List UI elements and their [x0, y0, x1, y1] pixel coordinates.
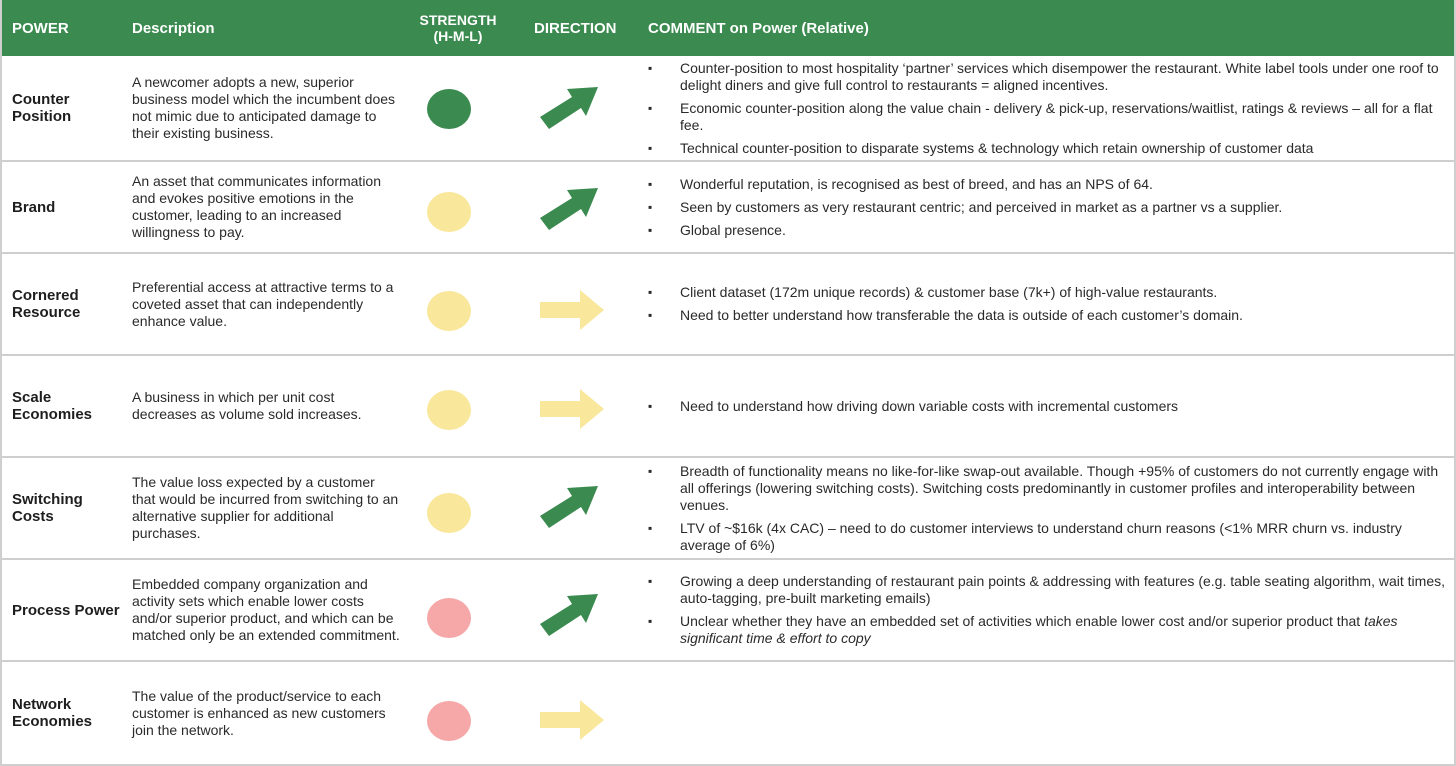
arrow-shape	[540, 87, 598, 129]
comment-item: ▪ LTV of ~$16k (4x CAC) – need to do customer interviews to understand churn reasons (<1% MRR churn vs. industry average of 6%)	[648, 520, 1448, 554]
power-description: An asset that communicates information and evokes positive emotions in the customer, leading to an increased willingness to pay.	[132, 173, 382, 240]
table-row	[0, 458, 1456, 560]
header-strength-scale: (H-M-L)	[433, 28, 483, 44]
arrow-shape	[540, 389, 604, 429]
comment-item: ▪ Breadth of functionality means no like-for-like swap-out available. Though +95% of customers do not currently engage with all offerings (lowering switching costs). Switching costs predominantly in customer profiles and interoperability between venues.	[648, 463, 1448, 514]
header-direction: DIRECTION	[534, 19, 617, 37]
power-description: Embedded company organization and activity sets which enable lower costs and/or superior product, and which can be matched only be an extended commitment.	[132, 576, 400, 643]
direction-arrow-icon	[536, 83, 608, 135]
table-row	[0, 356, 1456, 458]
comment-item: ▪ Need to understand how driving down variable costs with incremental customers	[648, 398, 1448, 415]
header-strength-title: STRENGTH	[419, 12, 497, 28]
strength-indicator	[427, 192, 471, 232]
power-name: Process Power	[12, 601, 120, 619]
comment-item: ▪ Need to better understand how transferable the data is outside of each customer’s domain.	[648, 307, 1448, 324]
comment-list	[648, 162, 1448, 252]
comment-item: ▪ Wonderful reputation, is recognised as best of breed, and has an NPS of 64.	[648, 176, 1448, 193]
power-name: Network Economies	[12, 696, 93, 730]
power-description: The value of the product/service to each customer is enhanced as new customers join the network.	[132, 687, 386, 738]
power-name: Counter Position	[12, 91, 72, 125]
comment-item: ▪ Client dataset (172m unique records) & customer base (7k+) of high-value restaurants.	[648, 284, 1448, 301]
comment-item: ▪ Growing a deep understanding of restaurant pain points & addressing with features (e.g. table seating algorithm, wait times, auto-tagging, pre-built marketing emails)	[648, 573, 1448, 607]
power-description: A business in which per unit cost decreases as volume sold increases.	[132, 389, 362, 422]
arrow-shape	[540, 486, 598, 528]
strength-indicator	[427, 89, 471, 129]
comment-list	[648, 56, 1448, 160]
comment-emphasis: takes significant time & effort to copy	[680, 613, 1398, 646]
direction-arrow-icon	[536, 694, 608, 746]
table-header	[0, 0, 1456, 56]
power-name: Cornered Resource	[12, 287, 81, 321]
comment-text: Unclear whether they have an embedded set of activities which enable lower cost and/or superior product that	[680, 613, 1361, 629]
comment-list	[648, 458, 1448, 558]
comment-item: ▪ Global presence.	[648, 222, 1448, 239]
header-description: Description	[132, 19, 215, 37]
table-row	[0, 662, 1456, 766]
header-comment: COMMENT on Power (Relative)	[648, 19, 869, 37]
comment-list	[648, 356, 1448, 456]
direction-arrow-icon	[536, 482, 608, 534]
power-name: Switching Costs	[12, 491, 83, 525]
direction-arrow-icon	[536, 590, 608, 642]
comment-list	[648, 560, 1448, 660]
power-description: A newcomer adopts a new, superior business model which the incumbent does not mimic due to anticipated damage to their existing business.	[132, 74, 396, 141]
arrow-shape	[540, 188, 598, 230]
comment-list	[648, 662, 1448, 764]
strength-indicator	[427, 598, 471, 638]
arrow-shape	[540, 290, 604, 330]
table-row	[0, 560, 1456, 662]
arrow-shape	[540, 700, 604, 740]
comment-list	[648, 254, 1448, 354]
direction-arrow-icon	[536, 184, 608, 236]
comment-item	[648, 613, 1448, 647]
power-description: Preferential access at attractive terms to a coveted asset that can independently enhance value.	[132, 278, 394, 329]
comment-item: ▪ Seen by customers as very restaurant centric; and perceived in market as a partner vs a supplier.	[648, 199, 1448, 216]
strength-indicator	[427, 701, 471, 741]
comment-item: ▪ Economic counter-position along the value chain - delivery & pick-up, reservations/waitlist, ratings & reviews – all for a flat fee.	[648, 100, 1448, 134]
strength-indicator	[427, 291, 471, 331]
comment-item: ▪ Technical counter-position to disparate systems & technology which retain ownership of customer data	[648, 140, 1448, 157]
comment-item: ▪ Counter-position to most hospitality ‘partner’ services which disempower the restaurant. White label tools under one roof to delight diners and give full control to restaurants = aligned incentives.	[648, 60, 1448, 94]
table-row	[0, 162, 1456, 254]
table-row	[0, 254, 1456, 356]
arrow-shape	[540, 594, 598, 636]
table-row	[0, 56, 1456, 162]
strength-indicator	[427, 390, 471, 430]
strength-indicator	[427, 493, 471, 533]
direction-arrow-icon	[536, 383, 608, 435]
direction-arrow-icon	[536, 284, 608, 336]
power-description: The value loss expected by a customer that would be incurred from switching to an alternative supplier for additional purchases.	[132, 474, 399, 541]
power-name: Scale Economies	[12, 389, 93, 423]
power-name: Brand	[12, 198, 56, 216]
header-power: POWER	[12, 19, 69, 37]
header-strength	[410, 0, 506, 56]
